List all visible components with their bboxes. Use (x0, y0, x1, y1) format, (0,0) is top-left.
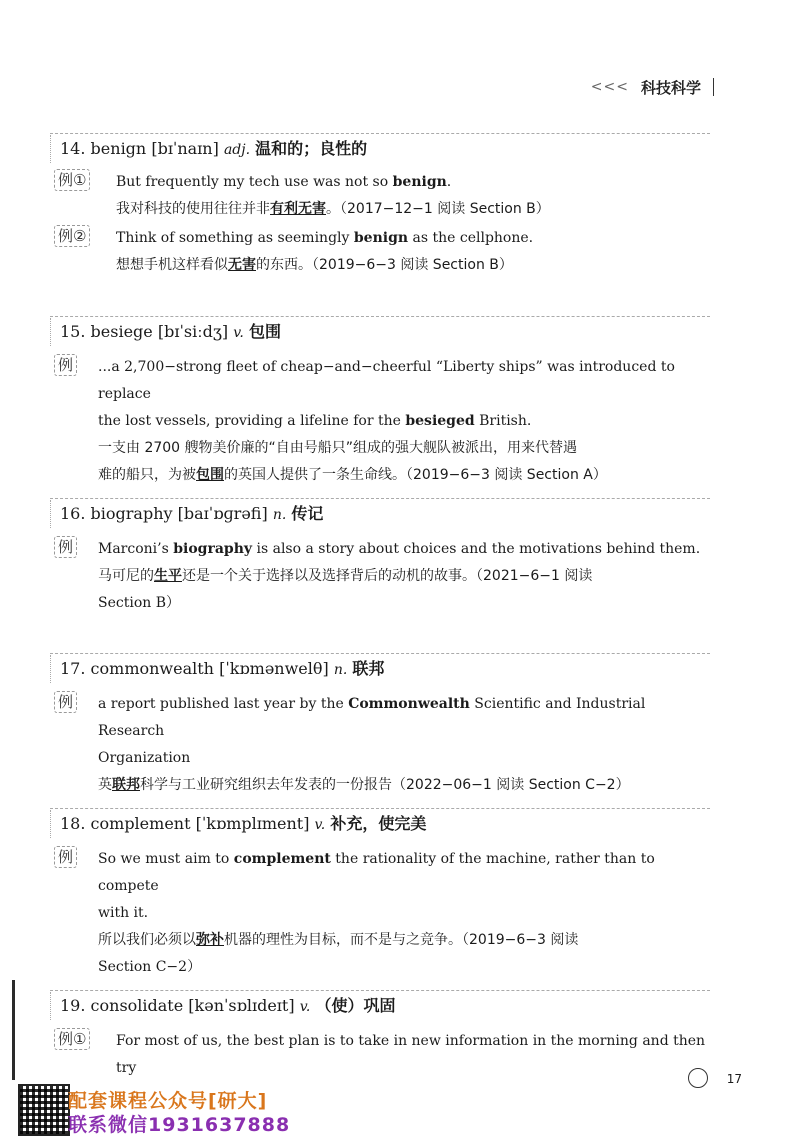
entry-headline (50, 135, 710, 163)
example-english-cont: Organization (98, 750, 191, 766)
header-divider (713, 78, 714, 96)
example-english: Marconi’s biography is also a story about choices and the motivations behind them. (98, 541, 701, 557)
example-english-cont: with it. (98, 905, 149, 921)
entry-phonetic: [ˈkɒmplɪment] (195, 814, 310, 833)
example-chinese-cont: 难的船只，为被包围的英国人提供了一条生命线。（2019−6−3 阅读 Section A） (98, 467, 607, 483)
entry-complement (50, 810, 710, 981)
entry-number: 18. (60, 814, 86, 833)
entry-phonetic: [ˈkɒmənwelθ] (219, 659, 329, 678)
entry-chinese-definition: （使）巩固 (315, 996, 396, 1015)
example-chinese: 马可尼的生平还是一个关于选择以及选择背后的动机的故事。（2021−6−1 阅读 (98, 568, 593, 584)
entry-word: complement (90, 814, 191, 833)
example-1 (50, 354, 710, 489)
entry-headline (50, 810, 710, 838)
page-number: 17 (726, 1072, 742, 1086)
entry-headline (50, 992, 710, 1020)
entry-phonetic: [bɪˈnaɪn] (151, 139, 219, 158)
example-chinese: 一支由 2700 艘物美价廉的“自由号船只”组成的强大舰队被派出，用来代替遇 (98, 440, 578, 456)
entry-consolidate (50, 992, 710, 1082)
page-number-circle (688, 1068, 708, 1088)
entry-number: 17. (60, 659, 86, 678)
entry-besiege (50, 318, 710, 489)
entry-number: 19. (60, 996, 86, 1015)
running-header (591, 76, 714, 98)
entry-word: besiege (90, 322, 153, 341)
entry-pos: adj. (223, 142, 251, 158)
entry-chinese-definition: 温和的；良性的 (255, 139, 368, 158)
example-2 (50, 225, 710, 279)
entry-headline (50, 655, 710, 683)
header-arrows: <<< (590, 79, 629, 95)
example-text (50, 169, 710, 223)
entry-commonwealth (50, 655, 710, 799)
example-english: For most of us, the best plan is to take in new information in the morning and then try (116, 1033, 706, 1076)
example-badge: 例 (54, 354, 77, 376)
entry-pos: n. (333, 662, 348, 678)
example-chinese: 英联邦科学与工业研究组织去年发表的一份报告（2022−06−1 阅读 Section C−2） (98, 777, 630, 793)
entry-benign (50, 135, 710, 279)
entry-number: 15. (60, 322, 86, 341)
entry-pos: v. (233, 325, 244, 341)
entry-headline (50, 500, 710, 528)
entry-headline (50, 318, 710, 346)
example-1 (50, 846, 710, 981)
example-badge: 例② (54, 225, 90, 247)
example-chinese-cont: Section B） (98, 595, 181, 611)
example-text (50, 691, 710, 799)
watermark-banner (18, 1084, 318, 1136)
qr-code-icon (18, 1084, 70, 1136)
example-english: a report published last year by the Commonwealth Scientific and Industrial Research (98, 696, 646, 739)
example-badge: 例 (54, 846, 77, 868)
example-chinese: 所以我们必须以弥补机器的理性为目标，而不是与之竞争。（2019−6−3 阅读 (98, 932, 579, 948)
entry-chinese-definition: 联邦 (352, 659, 385, 678)
example-badge: 例① (54, 169, 90, 191)
entry-pos: v. (299, 999, 311, 1015)
header-section-title: 科技科学 (640, 78, 701, 97)
example-1 (50, 691, 710, 799)
entry-chinese-definition: 传记 (291, 504, 324, 523)
entry-chinese-definition: 包围 (248, 322, 281, 341)
example-badge: 例 (54, 691, 77, 713)
example-chinese: 想想手机这样看似无害的东西。（2019−6−3 阅读 Section B） (116, 257, 513, 273)
example-chinese: 我对科技的使用往往并非有利无害。（2017−12−1 阅读 Section B） (116, 201, 550, 217)
example-text (50, 846, 710, 981)
entry-word: commonwealth (90, 659, 214, 678)
entry-phonetic: [bɪˈsiːdʒ] (157, 322, 229, 341)
entry-word: biography (90, 504, 173, 523)
example-1 (50, 1028, 710, 1082)
example-english-cont: the lost vessels, providing a lifeline for the besieged British. (98, 413, 532, 429)
entry-word: consolidate (90, 996, 184, 1015)
example-english: Think of something as seemingly benign as the cellphone. (116, 230, 534, 246)
example-english: So we must aim to complement the rationality of the machine, rather than to compete (98, 851, 655, 894)
entry-number: 16. (60, 504, 86, 523)
watermark-line-1: 配套课程公众号[研大] (68, 1090, 268, 1112)
example-chinese-cont: Section C−2） (98, 959, 202, 975)
example-english: ...a 2,700−strong fleet of cheap−and−cheerful “Liberty ships” was introduced to replace (98, 359, 675, 402)
example-1 (50, 169, 710, 223)
example-text (50, 225, 710, 279)
example-badge: 例① (54, 1028, 90, 1050)
scan-edge (12, 980, 15, 1080)
example-text (50, 536, 710, 617)
entry-biography (50, 500, 710, 617)
example-text (50, 354, 710, 489)
entry-phonetic: [baɪˈɒɡrəfi] (177, 504, 268, 523)
entry-chinese-definition: 补充，使完美 (330, 814, 427, 833)
entry-phonetic: [kənˈsɒlɪdeɪt] (188, 996, 295, 1015)
watermark-line-2: 联系微信1931637888 (68, 1114, 291, 1136)
example-english: But frequently my tech use was not so benign. (116, 174, 452, 190)
entry-number: 14. (60, 139, 86, 158)
example-text (50, 1028, 710, 1082)
entry-pos: n. (272, 507, 287, 523)
example-badge: 例 (54, 536, 77, 558)
entry-pos: v. (314, 817, 326, 833)
entry-word: benign (90, 139, 147, 158)
example-1 (50, 536, 710, 617)
